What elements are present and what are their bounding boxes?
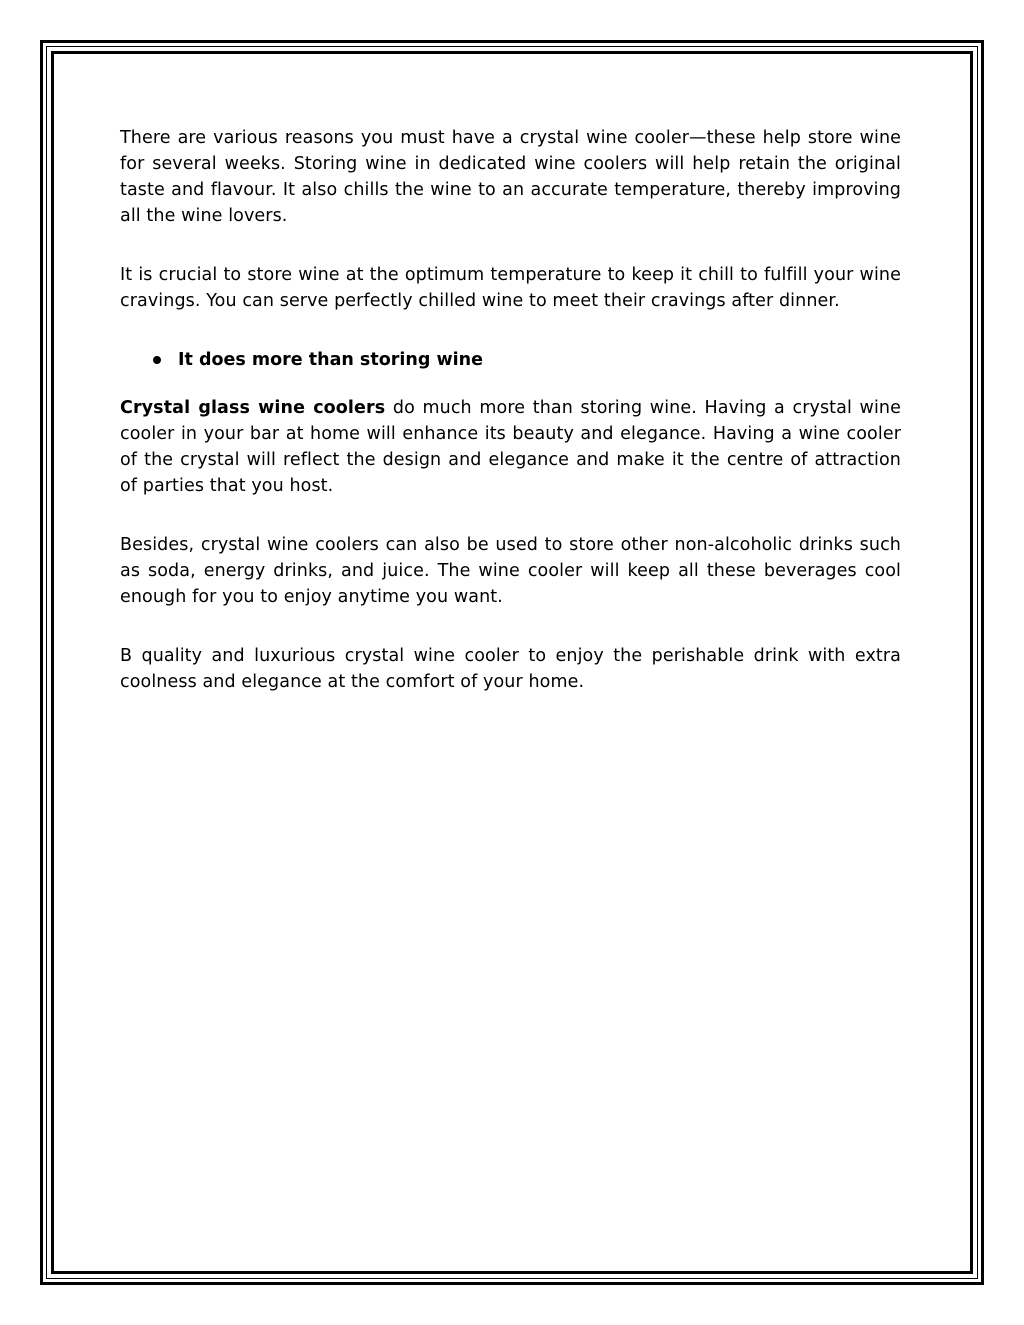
bullet-heading	[120, 347, 901, 373]
document-body	[120, 125, 901, 728]
bullet-heading-text: It does more than storing wine	[178, 350, 483, 370]
bullet-icon	[153, 356, 161, 364]
paragraph-other-drinks: Besides, crystal wine coolers can also be used to store other non-alcoholic drinks such as soda, energy drinks, and juice. The wine cooler will keep all these beverages cool enough for you to enjoy anytime you want.	[120, 535, 901, 607]
paragraph-temperature: It is crucial to store wine at the optimum temperature to keep it chill to fulfill your wine cravings. You can serve perfectly chilled wine to meet their cravings after dinner.	[120, 265, 901, 311]
paragraph-reasons: There are various reasons you must have a crystal wine cooler—these help store wine for several weeks. Storing wine in dedicated wine coolers will help retain the original taste and flavour. It also chills the wine to an accurate temperature, thereby improving all the wine lovers.	[120, 128, 901, 226]
paragraph-luxury: B quality and luxurious crystal wine cooler to enjoy the perishable drink with extra coolness and elegance at the comfort of your home.	[120, 646, 901, 692]
paragraph-more-than-storing	[120, 395, 901, 499]
paragraph-lead-rest: do much more than storing wine. Having a crystal wine cooler in your bar at home will enhance its beauty and elegance. Having a wine cooler of the crystal will reflect the design and elegance and make it the centre of attraction of parties that you host.	[120, 398, 901, 496]
paragraph-lead-bold: Crystal glass wine coolers	[120, 398, 386, 418]
